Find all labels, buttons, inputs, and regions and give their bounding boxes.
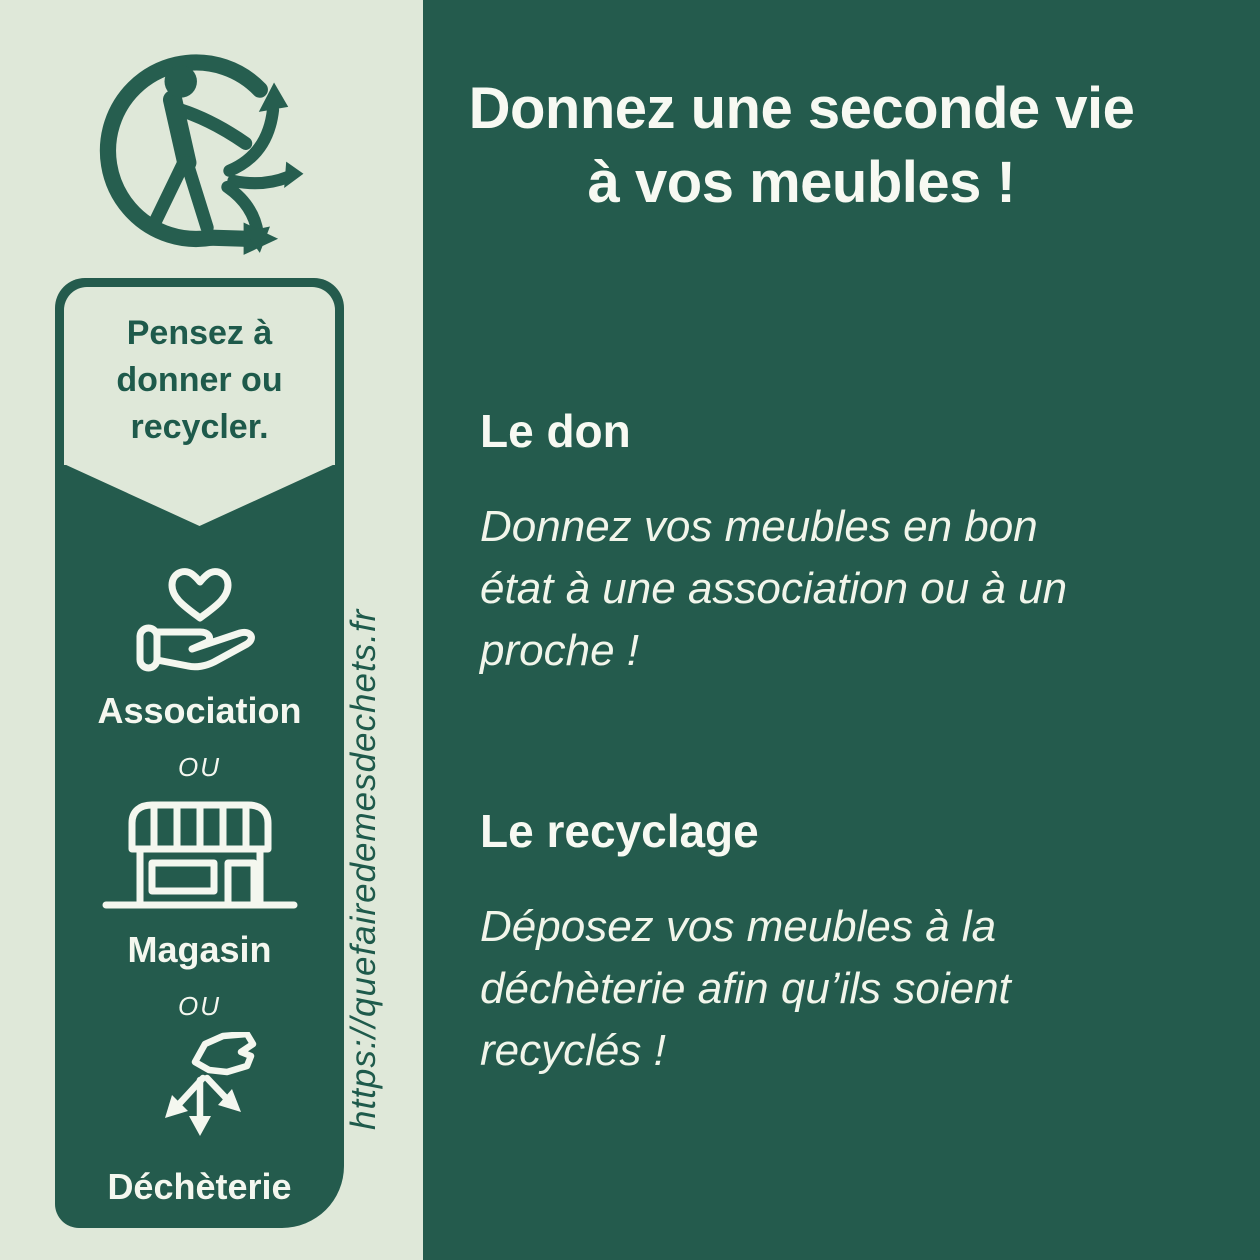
section-body-le-recyclage — [480, 896, 1240, 1082]
ribbon-line: Pensez à — [126, 314, 273, 352]
ribbon-banner — [55, 278, 344, 1228]
ribbon-banner-text — [55, 310, 344, 451]
storefront-icon — [102, 801, 298, 913]
website-url-vertical-text: https://quefairedemesdechets.fr — [344, 608, 383, 1130]
hand-discard-arrows-icon — [139, 1032, 261, 1150]
body-line: déchèterie afin qu’ils soient — [480, 964, 1011, 1014]
section-le-recyclage — [480, 804, 1240, 1082]
page-title-line: Donnez une seconde vie — [468, 76, 1135, 141]
ribbon-line: recycler. — [130, 407, 269, 446]
separator-ou: OU — [178, 752, 221, 782]
separator-ou: OU — [178, 991, 221, 1021]
section-heading-le-don: Le don — [480, 405, 631, 457]
disposal-options-list — [55, 528, 344, 1228]
section-body-le-don — [480, 496, 1240, 682]
body-line: état à une association ou à un — [480, 564, 1068, 614]
option-label-magasin: Magasin — [127, 929, 272, 970]
page-title — [453, 72, 1150, 220]
triman-recycling-logo-icon — [95, 45, 305, 260]
body-line: Déposez vos meubles à la — [480, 902, 997, 951]
section-le-don — [480, 404, 1240, 682]
left-column — [0, 0, 423, 1260]
option-label-association: Association — [97, 690, 302, 731]
section-heading-le-recyclage: Le recyclage — [480, 805, 759, 857]
option-label-decheterie: Déchèterie — [107, 1166, 292, 1207]
body-line: recyclés ! — [480, 1026, 666, 1076]
ribbon-line: donner ou — [116, 360, 283, 399]
right-panel — [423, 0, 1260, 1260]
body-line: proche ! — [480, 626, 639, 676]
page-title-line: à vos meubles ! — [587, 150, 1016, 216]
ribbon-banner-point — [64, 464, 335, 526]
heart-in-hand-icon — [134, 554, 266, 680]
body-line: Donnez vos meubles en bon — [480, 502, 1038, 551]
